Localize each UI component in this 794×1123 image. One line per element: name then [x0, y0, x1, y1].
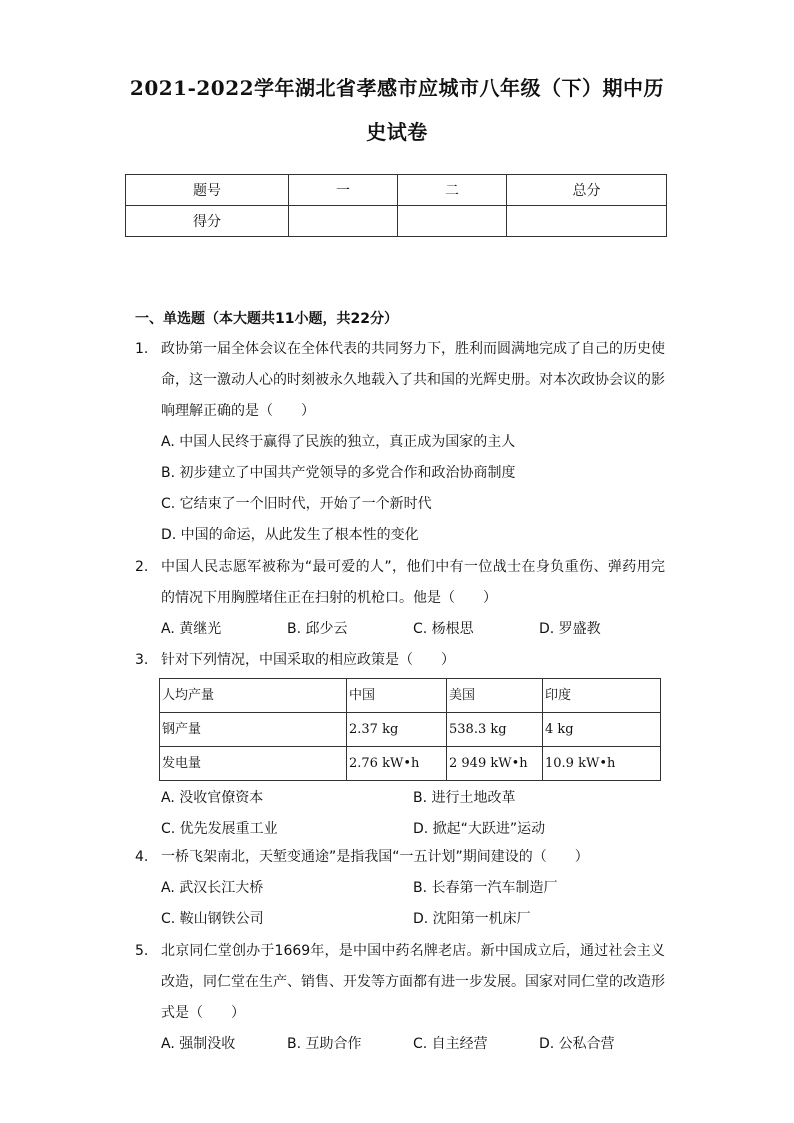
table-cell: 发电量: [160, 747, 347, 781]
question-options: [161, 904, 665, 935]
option-b[interactable]: B. 互助合作: [287, 1036, 362, 1052]
score-cell: [289, 206, 398, 237]
table-cell: 人均产量: [160, 679, 347, 713]
option-d[interactable]: D. 沈阳第一机床厂: [413, 911, 531, 927]
option-c[interactable]: C. 自主经营: [413, 1036, 488, 1052]
option-b[interactable]: B. 初步建立了中国共产党领导的多党合作和政治协商制度: [161, 465, 516, 481]
option-c[interactable]: C. 鞍山钢铁公司: [161, 911, 264, 927]
option-d[interactable]: D. 公私合营: [539, 1036, 615, 1052]
score-cell: [398, 206, 507, 237]
table-cell: 2.37 kg: [347, 713, 447, 747]
question-number: 2.: [135, 559, 149, 575]
question-text: 中国人民志愿军被称为“最可爱的人”，他们中有一位战士在身负重伤、弹药用完的情况下用胸膛堵住正在扫射的机枪口。他是（ ）: [161, 559, 665, 606]
question-4: [135, 842, 665, 935]
option-d[interactable]: D. 罗盛教: [539, 621, 601, 637]
option-a[interactable]: A. 武汉长江大桥: [161, 880, 264, 896]
exam-title: [100, 66, 694, 154]
table-cell: 4 kg: [543, 713, 661, 747]
question-1: [135, 334, 665, 551]
question-text: 针对下列情况，中国采取的相应政策是（ ）: [161, 652, 455, 668]
score-row-label: 得分: [126, 206, 289, 237]
question-text: 政协第一届全体会议在全体代表的共同努力下，胜利而圆满地完成了自己的历史使命，这一激动人心的时刻被永久地载入了共和国的光辉史册。对本次政协会议的影响理解正确的是（ ）: [161, 341, 665, 419]
option-a[interactable]: A. 黄继光: [161, 621, 222, 637]
table-cell: 10.9 kW•h: [543, 747, 661, 781]
score-header-cell: 题号: [126, 175, 289, 206]
question-number: 4.: [135, 849, 149, 865]
question-number: 3.: [135, 652, 149, 668]
option-b[interactable]: B. 进行土地改革: [413, 790, 516, 806]
table-cell: 2 949 kW•h: [447, 747, 543, 781]
score-header-cell: 总分: [507, 175, 667, 206]
question-text: 一桥飞架南北，天堑变通途”是指我国“一五计划”期间建设的（ ）: [161, 849, 589, 865]
table-row: [160, 679, 661, 713]
question-options: [161, 873, 665, 904]
option-a[interactable]: A. 中国人民终于赢得了民族的独立，真正成为国家的主人: [161, 434, 516, 450]
question-number: 1.: [135, 341, 149, 357]
option-a[interactable]: A. 强制没收: [161, 1036, 236, 1052]
table-cell: 中国: [347, 679, 447, 713]
question-5: [135, 936, 665, 1060]
table-row: [160, 713, 661, 747]
table-cell: 美国: [447, 679, 543, 713]
production-table: [159, 678, 661, 781]
option-b[interactable]: B. 长春第一汽车制造厂: [413, 880, 558, 896]
exam-title-line2: 史试卷: [366, 120, 428, 144]
section-heading: 一、单选题（本大题共11小题，共22分）: [135, 311, 398, 327]
table-cell: 538.3 kg: [447, 713, 543, 747]
question-options: [161, 1029, 665, 1060]
score-cell: [507, 206, 667, 237]
exam-title-line1: 2021-2022学年湖北省孝感市应城市八年级（下）期中历: [129, 76, 665, 100]
option-d[interactable]: D. 掀起“大跃进”运动: [413, 821, 546, 837]
table-cell: 钢产量: [160, 713, 347, 747]
question-text: 北京同仁堂创办于1669年，是中国中药名牌老店。新中国成立后，通过社会主义改造，同仁堂在生产、销售、开发等方面都有进一步发展。国家对同仁堂的改造形式是（ ）: [161, 943, 665, 1021]
score-header-cell: 二: [398, 175, 507, 206]
table-cell: 印度: [543, 679, 661, 713]
option-a[interactable]: A. 没收官僚资本: [161, 790, 264, 806]
option-c[interactable]: C. 它结束了一个旧时代，开始了一个新时代: [161, 496, 432, 512]
score-table-score-row: [126, 206, 667, 237]
score-table-header-row: [126, 175, 667, 206]
table-row: [160, 747, 661, 781]
question-options: [161, 614, 665, 645]
question-number: 5.: [135, 943, 149, 959]
score-header-cell: 一: [289, 175, 398, 206]
question-2: [135, 552, 665, 645]
question-options: [161, 427, 665, 551]
option-c[interactable]: C. 杨根思: [413, 621, 474, 637]
option-d[interactable]: D. 中国的命运，从此发生了根本性的变化: [161, 527, 419, 543]
option-c[interactable]: C. 优先发展重工业: [161, 821, 278, 837]
score-table: [125, 174, 667, 237]
option-b[interactable]: B. 邱少云: [287, 621, 348, 637]
question-options: [161, 783, 665, 814]
question-3: [135, 645, 665, 845]
table-cell: 2.76 kW•h: [347, 747, 447, 781]
question-options: [161, 814, 665, 845]
